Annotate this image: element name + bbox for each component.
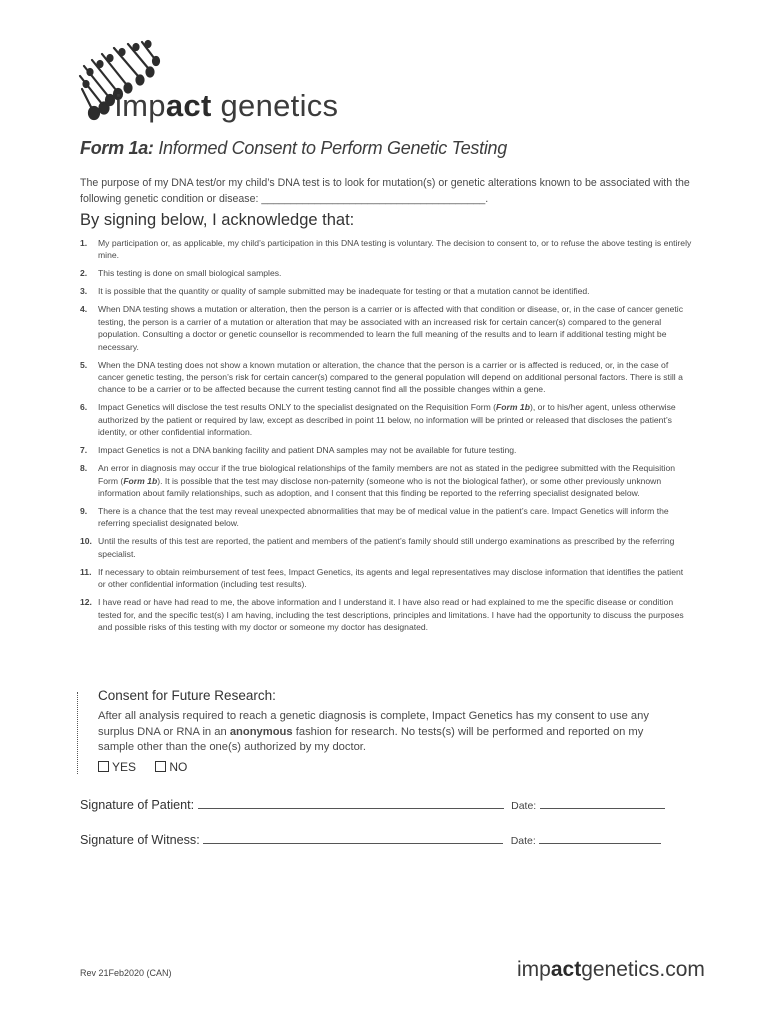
list-item-number: 8. [80,463,88,474]
list-item-number: 12. [80,597,92,608]
list-item-number: 1. [80,238,88,248]
list-item-number: 6. [80,402,88,413]
list-item-text: Form 1b [496,402,530,413]
logo-wordmark: impact genetics [115,88,339,123]
list-item-text: Form 1b [123,475,158,486]
list-item [80,401,692,438]
list-item [80,505,692,530]
list-item-number: 5. [80,359,88,370]
list-item-text: Impact Genetics is not a DNA banking facility and patient DNA samples may not be available for future testing. [98,445,517,456]
no-option[interactable] [155,760,187,774]
research-body: After all analysis required to reach a genetic diagnosis is complete, Impact Genetics has my consent to use any surplus DNA or RNA in an anonymous fashion for research. No tests(s) will be performed and reported on my sample other than the one(s) authorized by my doctor. [98,710,649,754]
list-item-text: Impact Genetics will disclose the test results ONLY to the specialist designated on the Requisition Form ( [98,402,497,413]
acknowledgement-list [80,237,692,639]
list-item-text: When DNA testing shows a mutation or alteration, then the person is a carrier or is affected with that condition or disease, or, in the case of cancer genetic testing, the person is a carrier of a mutation or alteration that may be associated with an increased risk for certain cancer(s) compared to the general population. Consulting a doctor or genetic counsellor is recommended to learn the full meaning of the results and to learn if additional testing might be necessary. [98,304,684,352]
list-item [80,462,692,499]
research-title: Consent for Future Research: [98,688,276,703]
list-item-text: If necessary to obtain reimbursement of test fees, Impact Genetics, its agents and legal representatives may disclose information that identifies the patient or other confidential information (including test results). [98,566,684,590]
list-item-text: ). It is possible that the test may disclose non-paternity (someone who is not the biological father), or some other previously unknown information about family relationships, such as adoption, and I consent that this finding be reported to the referring specialist designated below. [98,475,662,499]
list-item-number: 7. [80,445,88,456]
list-item-text: It is possible that the quantity or quality of sample submitted may be inadequate for testing or that a mutation cannot be identified. [98,286,590,297]
witness-signature-field[interactable] [203,832,503,844]
list-item [80,596,692,633]
list-item-text: This testing is done on small biological samples. [98,268,282,279]
acknowledgement-heading: By signing below, I acknowledge that: [80,211,355,229]
yes-option[interactable] [98,760,136,774]
list-item-text: Until the results of this test are reported, the patient and members of the patient’s family should still undergo examinations as prescribed by the referring specialist. [98,536,675,559]
list-item [80,267,692,279]
yes-label: YES [112,760,137,774]
revision-label: Rev 21Feb2020 (CAN) [80,968,172,978]
list-item-text: When the DNA testing does not show a known mutation or alteration, the chance that the person is a carrier or is affected is reduced, or, in the case of cancer genetic testing, the person’s risk for certain cancer(s) compared to the general population will depend on additional personal factors. There is still a chance to be a carrier or to be affected because the current testing cannot find all the possible changes within a gene. [98,359,683,395]
witness-signature-label: Signature of Witness: [80,833,200,847]
research-choices [98,760,203,774]
list-item-number: 9. [80,506,88,517]
patient-date-label: Date: [511,800,537,812]
list-item [80,303,692,353]
footer-url: impactgenetics.com [517,958,705,981]
list-item-text: An error in diagnosis may occur if the true biological relationships of the family members are not as stated in the pedigree submitted with the Requisition Form ( [98,463,676,486]
list-item-number: 3. [80,286,88,297]
list-item [80,566,692,591]
patient-signature-label: Signature of Patient: [80,798,195,812]
no-checkbox[interactable] [155,761,166,772]
witness-signature-row [80,832,661,847]
list-item-number: 11. [80,566,92,577]
witness-date-field[interactable] [539,832,661,844]
list-item [80,359,692,396]
no-label: NO [169,760,188,774]
witness-date-label: Date: [510,835,536,847]
list-item-number: 2. [80,268,88,279]
list-item [80,535,692,560]
form-title: Form 1a: Informed Consent to Perform Genetic Testing [80,138,507,158]
list-item [80,444,692,456]
yes-checkbox[interactable] [98,761,109,772]
dotted-divider [77,692,78,774]
list-item-text: I have read or have had read to me, the above information and I understand it. I have also read or had explained to me the specific disease or condition tested for, and the specific test(s) I am having, including the test descriptions, principles and limitations. I have had the opportunity to discuss the purposes and possible risks of this testing with my doctor or someone my doctor has designated. [98,597,684,633]
patient-signature-row [80,797,665,812]
patient-signature-field[interactable] [198,797,504,809]
list-item-number: 10. [80,536,92,547]
list-item-text: My participation or, as applicable, my child’s participation in this DNA testing is voluntary. The decision to consent to, or to refuse the above testing is entirely mine. [98,238,692,261]
list-item-number: 4. [80,304,88,315]
patient-date-field[interactable] [540,797,665,809]
list-item [80,285,692,297]
list-item [80,237,692,262]
list-item-text: ), or to his/her agent, unless otherwise authorized by the patient or required by law, except as described in point 11 below, no information will be printed or released that discloses the patient’s identity, or other confidential information. [98,402,676,438]
list-item-text: There is a chance that the test may reveal unexpected abnormalities that may be of medical value in the patient’s care. Impact Genetics will inform the referring specialist designated below. [98,506,669,529]
intro-paragraph: The purpose of my DNA test/or my child’s DNA test is to look for mutation(s) or genetic alterations known to be associated with the following genetic condition or disease: ______________________________________. [80,177,690,205]
